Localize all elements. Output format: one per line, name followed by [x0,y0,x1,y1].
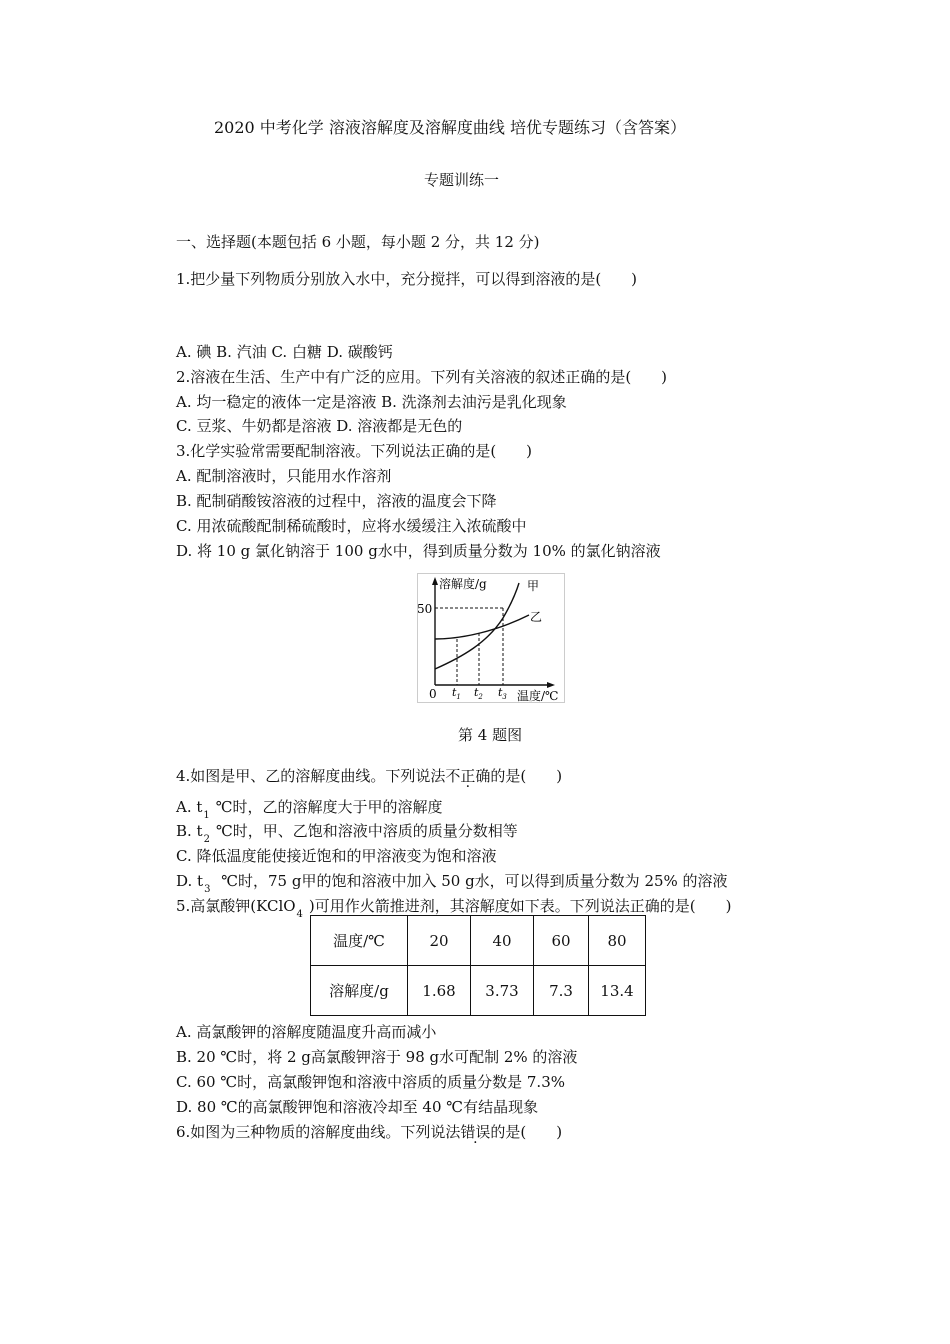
q3-stem: 3.化学实验常需要配制溶液。下列说法正确的是( ) [176,442,533,460]
label-jia: 甲 [527,579,540,593]
figure-caption: 第 4 题图 [458,726,523,744]
t1-label: $t_1$ [452,686,461,701]
q5-option-c: C. 60 ℃时，高氯酸钾饱和溶液中溶质的质量分数是 7.3% [176,1073,565,1091]
label-yi: 乙 [530,610,543,624]
table-cell: 40 [471,916,534,966]
q2-stem: 2.溶液在生活、生产中有广泛的应用。下列有关溶液的叙述正确的是( ) [176,368,668,386]
emphasis-word: 不正确 [445,767,491,785]
q4-option-b: B. $t_2$ ℃时，甲、乙饱和溶液中溶质的质量分数相等 [176,822,518,845]
table-cell: 溶解度/g [311,966,408,1016]
q5-option-d: D. 80 ℃的高氯酸钾饱和溶液冷却至 40 ℃有结晶现象 [176,1098,539,1116]
q5-stem: 5.高氯酸钾(KClO$_4$ )可用作火箭推进剂，其溶解度如下表。下列说法正确的是( ) [176,897,732,920]
q3-option-a: A. 配制溶液时，只能用水作溶剂 [176,467,392,485]
table-cell: 13.4 [589,966,646,1016]
q3-option-c: C. 用浓硫酸配制稀硫酸时，应将水缓缓注入浓硫酸中 [176,517,527,535]
q6-stem: 6.如图为三种物质的溶解度曲线。下列说法错误的是( ) [176,1123,563,1141]
table-row [311,916,646,966]
solubility-table [310,915,646,1016]
table-cell: 温度/℃ [311,916,408,966]
table-cell: 1.68 [408,966,471,1016]
q2-options-cd: C. 豆浆、牛奶都是溶液 D. 溶液都是无色的 [176,417,463,435]
solubility-figure [417,573,565,703]
t3-label: $t_3$ [498,686,507,701]
emphasis-word: 错误 [460,1123,491,1141]
table-cell: 20 [408,916,471,966]
doc-subtitle: 专题训练一 [424,171,500,189]
figure-border [418,574,565,703]
q2-options-ab: A. 均一稳定的液体一定是溶液 B. 洗涤剂去油污是乳化现象 [176,393,567,411]
y-tick-50: 50 [417,602,433,616]
q4-option-d: D. $t_3$ ℃时，75 g甲的饱和溶液中加入 50 g水，可以得到质量分数为 25% 的溶液 [176,872,728,895]
q4-stem: 4.如图是甲、乙的溶解度曲线。下列说法不正确的是( ) [176,767,563,785]
x-axis-label: 温度/℃ [517,689,559,703]
origin-label: 0 [429,687,437,701]
t2-label: $t_2$ [474,686,483,701]
q4-option-c: C. 降低温度能使接近饱和的甲溶液变为饱和溶液 [176,847,497,865]
table-cell: 7.3 [534,966,589,1016]
q3-option-d: D. 将 10 g 氯化钠溶于 100 g水中，得到质量分数为 10% 的氯化钠溶液 [176,542,661,560]
table-row [311,966,646,1016]
q5-option-a: A. 高氯酸钾的溶解度随温度升高而减小 [176,1023,437,1041]
q3-option-b: B. 配制硝酸铵溶液的过程中，溶液的温度会下降 [176,492,497,510]
q1-options: A. 碘 B. 汽油 C. 白糖 D. 碳酸钙 [176,343,393,361]
q5-option-b: B. 20 ℃时，将 2 g高氯酸钾溶于 98 g水可配制 2% 的溶液 [176,1048,578,1066]
table-cell: 3.73 [471,966,534,1016]
section-heading: 一、选择题(本题包括 6 小题，每小题 2 分，共 12 分) [176,233,540,251]
table-cell: 60 [534,916,589,966]
q1-stem: 1.把少量下列物质分别放入水中，充分搅拌，可以得到溶液的是( ) [176,270,638,288]
doc-title: 2020 中考化学 溶液溶解度及溶解度曲线 培优专题练习（含答案） [214,118,686,137]
table-cell: 80 [589,916,646,966]
q4-option-a: A. $t_1$ ℃时，乙的溶解度大于甲的溶解度 [176,798,443,821]
y-axis-label: 溶解度/g [439,577,487,591]
